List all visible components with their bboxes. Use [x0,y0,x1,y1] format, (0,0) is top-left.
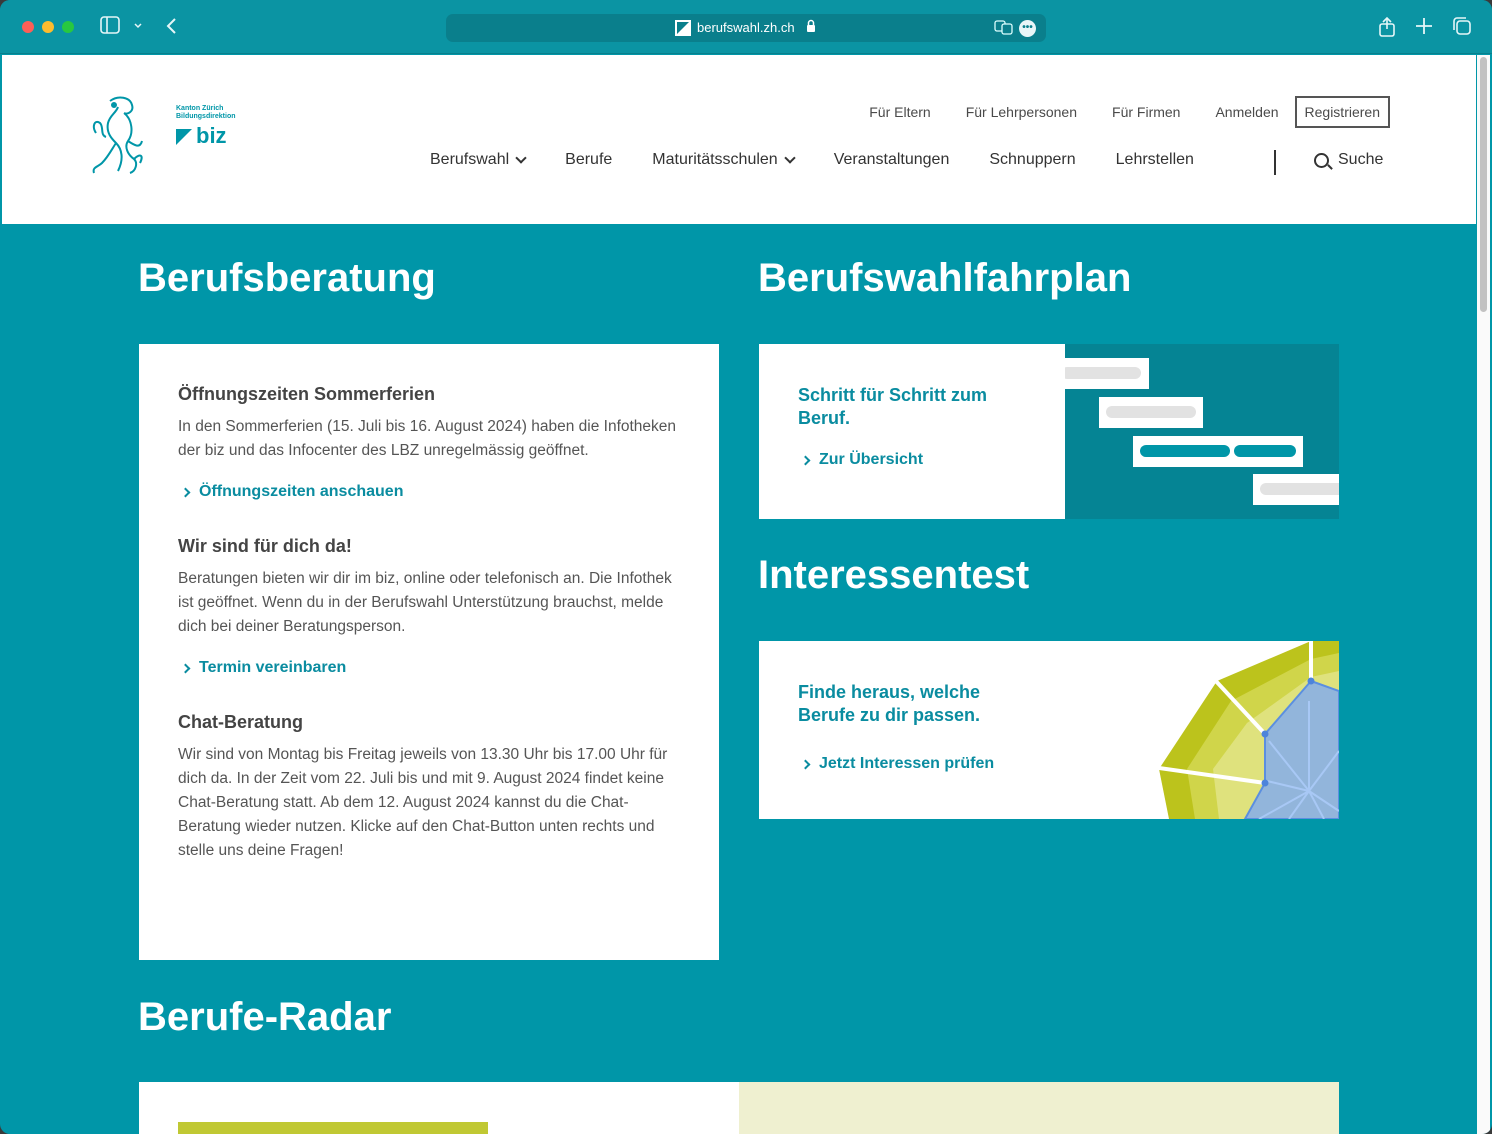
url-text: berufswahl.zh.ch [697,20,795,35]
section-title-interessentest: Interessentest [758,553,1030,597]
chevron-right-icon [181,663,191,673]
back-icon[interactable] [165,16,179,41]
share-icon[interactable] [1378,16,1396,43]
top-navigation [834,96,1390,128]
logo-brand: biz [176,123,227,149]
translate-icon[interactable] [994,19,1014,38]
main-navigation [430,151,1234,169]
info-text: Beratungen bieten wir dir im biz, online oder telefonisch an. Die Infothek ist geöffnet. Wenn du in der Berufswahl Unterstützung brauchst, melde dich bei deiner Beratungsperson. [178,570,672,635]
info-block-beratung [178,536,679,677]
info-block-chat [178,712,679,863]
link-fuer-lehrpersonen[interactable]: Für Lehrpersonen [965,104,1078,120]
link-termin-vereinbaren[interactable]: Termin vereinbaren [178,659,679,677]
search-icon [1314,153,1329,168]
timeline-illustration [1065,344,1339,519]
more-options-icon[interactable]: ••• [1019,20,1036,37]
info-text: Wir sind von Montag bis Freitag jeweils von 13.30 Uhr bis 17.00 Uhr für dich da. In der Zeit vom 22. Juli bis und mit 9. August 2024 findet keine Chat-Beratung statt. Ab dem 12. August 2024 kannst du die Chat-Beratung wieder nutzen. Klicke auf den Chat-Button unten rechts und stelle uns deine Fragen! [178,746,668,859]
nav-item-maturitaetsschulen[interactable]: Maturitätsschulen [652,151,793,169]
logo-subtitle: Kanton Zürich Bildungsdirektion [176,105,236,120]
section-title-berufsberatung: Berufsberatung [138,256,436,300]
link-fuer-eltern[interactable]: Für Eltern [869,104,931,120]
info-heading: Wir sind für dich da! [178,536,352,556]
scrollbar-thumb[interactable] [1480,57,1487,312]
link-interessen-pruefen[interactable]: Jetzt Interessen prüfen [798,755,994,773]
browser-toolbar [0,0,1492,54]
radar-chart-illustration [1159,641,1339,819]
nav-item-berufswahl[interactable]: Berufswahl [430,151,525,169]
chevron-right-icon [801,759,811,769]
berufswahlfahrplan-card[interactable] [759,344,1339,519]
chevron-down-icon [784,152,795,163]
teaser-title: Finde heraus, welche Berufe zu dir passen. [798,682,981,725]
site-header [2,55,1476,224]
zoom-window-button[interactable] [62,21,74,33]
nav-item-veranstaltungen[interactable]: Veranstaltungen [833,151,950,168]
berufe-radar-heading-partial [178,1122,488,1134]
info-text: In den Sommerferien (15. Juli bis 16. August 2024) haben die Infotheken der biz und das Infocenter des LBZ unregelmässig geöffnet. [178,418,677,459]
close-window-button[interactable] [22,21,34,33]
link-fuer-firmen[interactable]: Für Firmen [1112,104,1181,120]
info-heading: Öffnungszeiten Sommerferien [178,384,436,404]
link-oeffnungszeiten[interactable]: Öffnungszeiten anschauen [178,483,679,501]
nav-item-schnuppern[interactable]: Schnuppern [989,151,1076,168]
site-logo[interactable] [88,93,258,178]
info-block-sommerferien [178,384,679,501]
nav-item-lehrstellen[interactable]: Lehrstellen [1115,151,1194,168]
nav-divider [1274,150,1276,175]
nav-item-berufe[interactable]: Berufe [565,151,613,168]
chevron-down-icon [515,152,526,163]
address-bar[interactable] [446,14,1046,42]
chevron-down-icon[interactable] [133,16,143,44]
teaser-title: Schritt für Schritt zum Beruf. [798,385,988,428]
info-heading: Chat-Beratung [178,712,303,732]
minimize-window-button[interactable] [42,21,54,33]
biz-logo-icon [176,129,192,145]
register-button[interactable]: Registrieren [1295,96,1390,128]
site-favicon-icon [675,20,691,36]
berufsberatung-card [139,344,719,960]
section-title-berufswahlfahrplan: Berufswahlfahrplan [758,256,1132,300]
new-tab-icon[interactable] [1415,16,1433,41]
chevron-right-icon [801,455,811,465]
sidebar-toggle-icon[interactable] [100,16,120,39]
login-link[interactable]: Anmelden [1215,104,1279,120]
page-scrollbar[interactable] [1477,55,1490,1134]
chevron-right-icon [181,487,191,497]
lion-icon [88,93,168,178]
search-label: Suche [1338,151,1384,168]
tab-overview-icon[interactable] [1452,16,1472,41]
lock-icon [806,19,816,36]
berufe-radar-illustration [739,1082,1339,1134]
berufe-radar-card[interactable] [139,1082,1339,1134]
link-zur-uebersicht[interactable]: Zur Übersicht [798,451,923,469]
interessentest-card[interactable] [759,641,1339,819]
section-title-berufe-radar: Berufe-Radar [138,995,392,1039]
search-button[interactable] [1314,151,1383,169]
